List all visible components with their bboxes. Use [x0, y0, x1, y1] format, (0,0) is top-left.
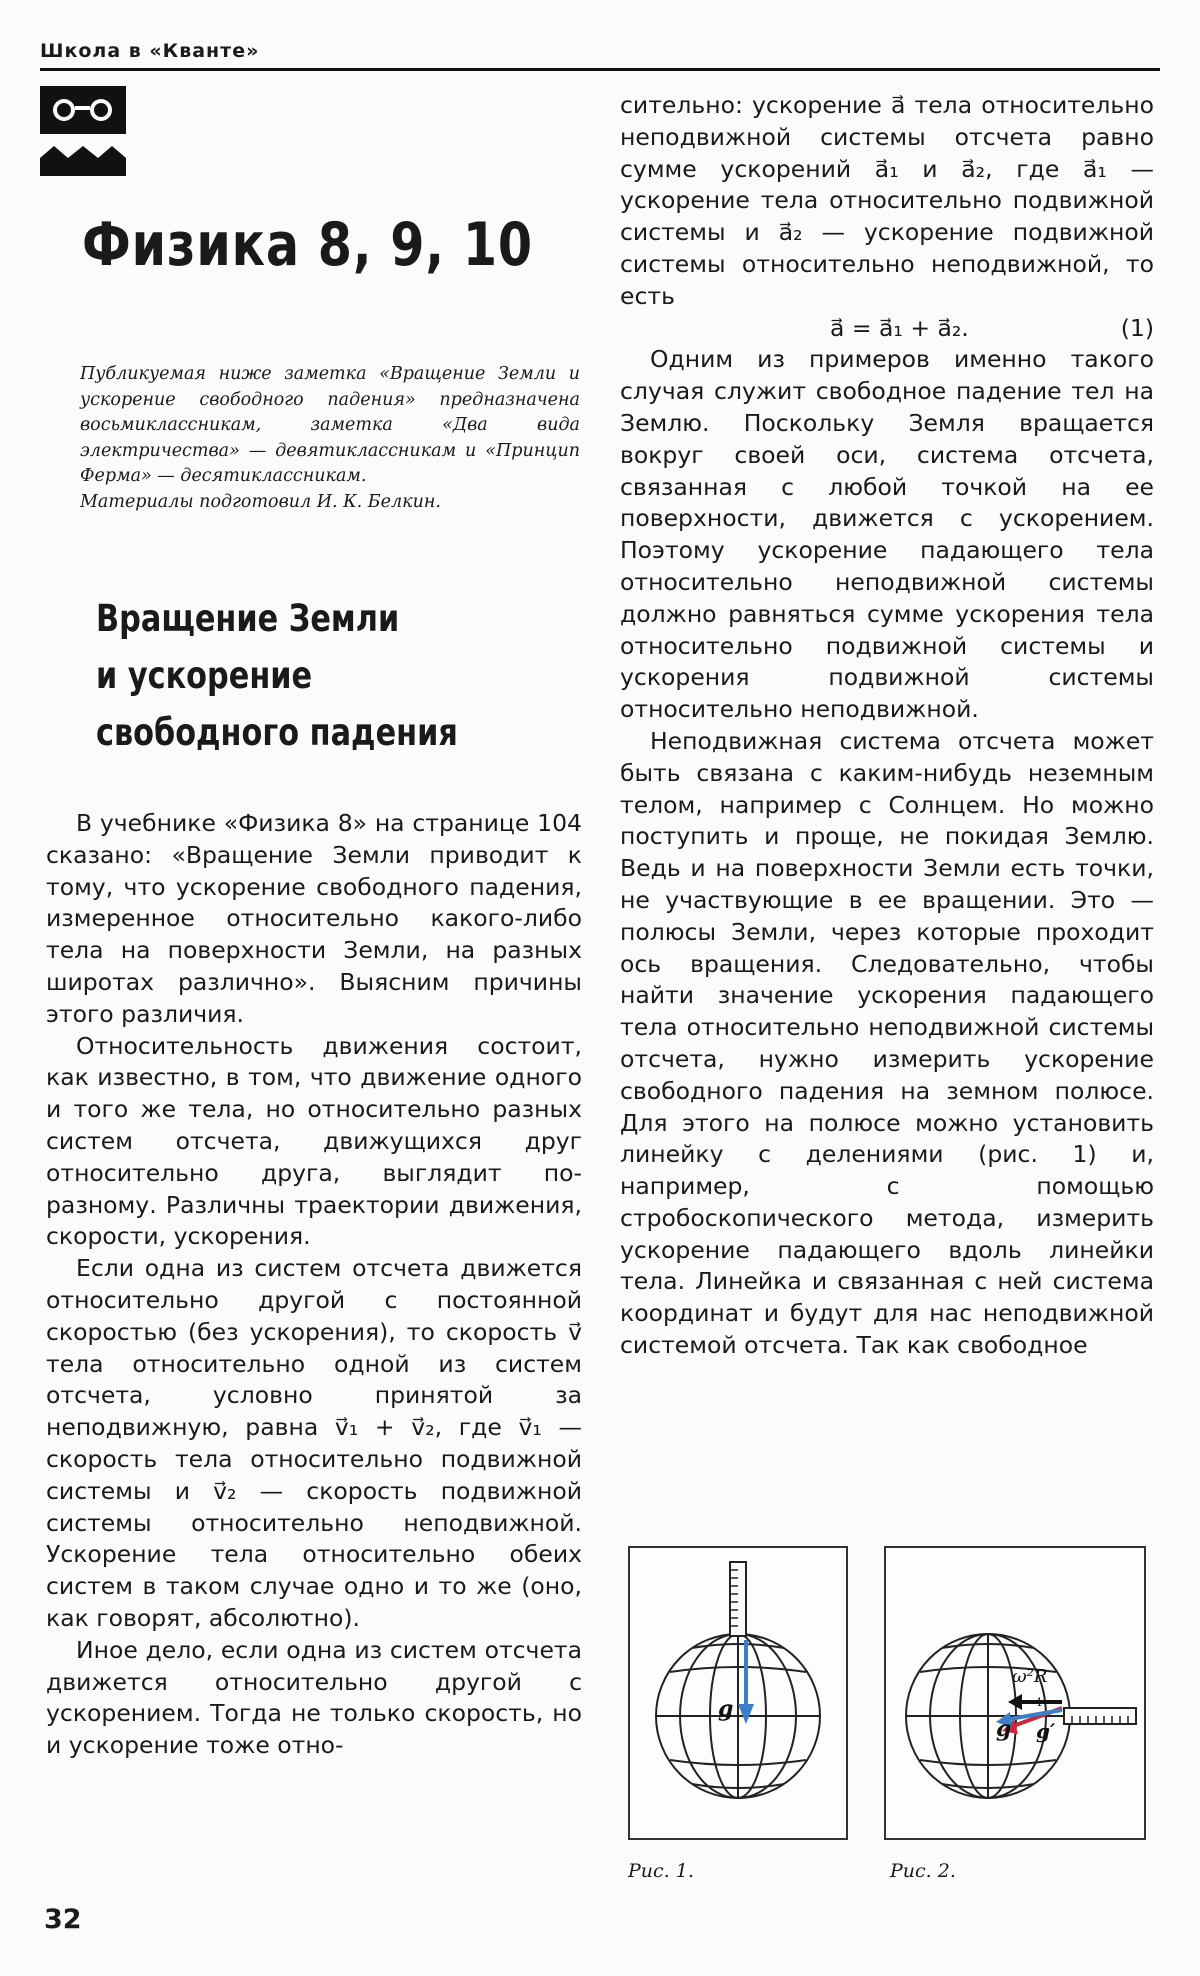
header-rule [40, 68, 1160, 71]
one-label: 1 [1036, 1696, 1043, 1709]
page-title: Физика 8, 9, 10 [82, 210, 533, 280]
g-label: g [996, 1716, 1012, 1742]
left-column [46, 808, 582, 1762]
article-title [96, 590, 473, 761]
figure-1-caption: Рис. 1. [628, 1860, 694, 1882]
article-title-line: свободного падения [96, 711, 458, 754]
g-vector-arrowhead [738, 1704, 754, 1724]
figure-2 [884, 1546, 1146, 1840]
g-label: g [718, 1696, 734, 1722]
paragraph: Неподвижная система отсчета может быть связана с каким-нибудь неземным телом, например с Солнцем. Но можно поступить и проще, не покидая Землю. Ведь и на поверхности Земли есть точки, не участвующие в ее вращении. Это — полюсы Земли, через которые проходит ось вращения. Следовательно, чтобы найти значение ускорения падающего тела относительно неподвижной системы отсчета, нужно измерить ускорение свободного падения на земном полюсе. Для этого на полюсе можно установить линейку с делениями (рис. 1) и, например, с помощью стробоскопического метода, измерить ускорение падающего вдоль линейки тела. Линейка и связанная с ней система координат и будут для нас неподвижной системой отсчета. Так как свободное [620, 726, 1154, 1360]
right-column [620, 90, 1154, 1362]
section-header: Школа в «Кванте» [40, 40, 260, 62]
paragraph: сительно: ускорение a⃗ тела относительно неподвижной системы отсчета равно сумме ускорений a⃗₁ и a⃗₂, где a⃗₁ — ускорение тела относительно подвижной системы и a⃗₂ — ускорение подвижной системы относительно неподвижной, то есть [620, 91, 1154, 310]
intro-note [80, 362, 580, 515]
paragraph: Иное дело, если одна из систем отсчета движется относительно другой с ускорением. Тогда не только скорость, но и ускорение тоже отно- [46, 1635, 582, 1760]
paragraph: Если одна из систем отсчета движется относительно другой с постоянной скоростью (без ускорения), то скорость v⃗ тела относительно одной из систем отсчета, условно принятой за неподвижную, равна v⃗₁ + v⃗₂, где v⃗₁ — скорость тела относительно подвижной системы и v⃗₂ — скорость подвижной системы относительно неподвижной. Ускорение тела относительно обеих систем в таком случае одно и то же (оно, как говорят, абсолютно). [46, 1254, 582, 1632]
paragraph: Относительность движения состоит, как известно, в том, что движение одного и того же тела, но относительно разных систем отсчета, движущихся друг относительно друга, выглядит по-разному. Различны траектории движения, скорости, ускорения. [46, 1031, 582, 1251]
formula-line [620, 313, 1154, 345]
formula-number: (1) [1120, 313, 1154, 342]
paragraph: В учебнике «Физика 8» на странице 104 сказано: «Вращение Земли приводит к тому, что ускорение свободного падения, измеренное относительно какого-либо тела на поверхности Земли, на разных широтах различно». Выясним причины этого различия. [46, 809, 582, 1028]
intro-text: Публикуемая ниже заметка «Вращение Земли и ускорение свободного падения» предназначена восьмиклассникам, заметка «Два вида электричества» — девятиклассникам и «Принцип Ферма» — десятиклассникам. [80, 364, 580, 486]
paragraph: Одним из примеров именно такого случая служит свободное падение тел на Землю. Поскольку Земля вращается вокруг своей оси, система отсчета, связанная с любой точкой на ее поверхности, движется с ускорением. Поэтому ускорение падающего тела относительно неподвижной системы должно равняться сумме ускорения тела относительно подвижной системы и ускорения подвижной системы относительно неподвижной. [620, 345, 1154, 724]
figure-2-caption: Рис. 2. [890, 1860, 956, 1882]
g-prime-label: g′ [1036, 1719, 1056, 1743]
intro-credits: Материалы подготовил И. К. Белкин. [80, 491, 441, 512]
article-title-line: и ускорение [96, 654, 313, 697]
article-title-line: Вращение Земли [96, 597, 400, 640]
page-number: 32 [44, 1904, 82, 1935]
omega-r-label: ω²R [1012, 1666, 1048, 1687]
figure-1 [628, 1546, 848, 1840]
glasses-logo-icon [40, 86, 126, 176]
formula: a⃗ = a⃗₁ + a⃗₂. [830, 313, 969, 342]
